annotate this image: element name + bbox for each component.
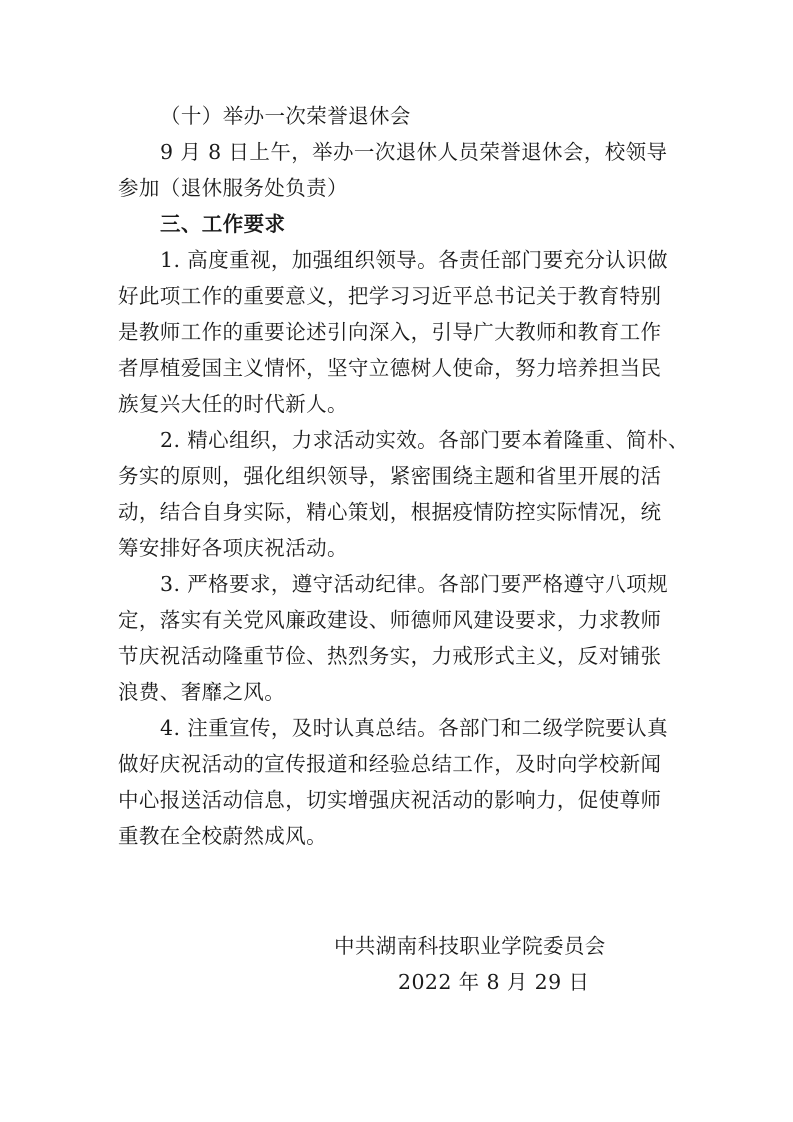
item-4-line-4: 重教在全校蔚然成风。: [118, 824, 327, 848]
item-4-line-3: 中心报送活动信息，切实增强庆祝活动的影响力，促使尊师: [118, 788, 662, 812]
document-body: [118, 98, 689, 854]
item-1-line-4: 者厚植爱国主义情怀，坚守立德树人使命，努力培养担当民: [118, 356, 662, 380]
item-3-line-4: 浪费、奢靡之风。: [118, 680, 286, 704]
item-2-line-3: 动，结合自身实际，精心策划，根据疫情防控实际情况，统: [118, 500, 662, 524]
item-2-line-1: 2. 精心组织，力求活动实效。各部门要本着隆重、简朴、: [160, 428, 689, 452]
section-ten-body-line-1: 9 月 8 日上午，举办一次退休人员荣誉退休会，校领导: [160, 140, 668, 164]
item-3-line-1: 3. 严格要求，遵守活动纪律。各部门要严格遵守八项规: [160, 572, 668, 596]
section-ten-title: （十）举办一次荣誉退休会: [160, 104, 411, 128]
item-4-line-1: 4. 注重宣传，及时认真总结。各部门和二级学院要认真: [160, 716, 668, 740]
section-three-title: 三、工作要求: [160, 212, 286, 236]
item-3-line-3: 节庆祝活动隆重节俭、热烈务实，力戒形式主义，反对铺张: [118, 644, 662, 668]
item-1-line-5: 族复兴大任的时代新人。: [118, 392, 348, 416]
item-1-line-1: 1. 高度重视，加强组织领导。各责任部门要充分认识做: [160, 248, 668, 272]
item-2-line-2: 务实的原则，强化组织领导，紧密围绕主题和省里开展的活: [118, 464, 662, 488]
section-ten-body-line-2: 参加（退休服务处负责）: [118, 176, 348, 200]
item-1-line-2: 好此项工作的重要意义，把学习习近平总书记关于教育特别: [118, 284, 662, 308]
signature-date: 2022 年 8 月 29 日: [398, 970, 590, 994]
item-3-line-2: 定，落实有关党风廉政建设、师德师风建设要求，力求教师: [118, 608, 662, 632]
item-4-line-2: 做好庆祝活动的宣传报道和经验总结工作，及时向学校新闻: [118, 752, 662, 776]
signature-organization: 中共湖南科技职业学院委员会: [334, 934, 606, 958]
item-2-line-4: 筹安排好各项庆祝活动。: [118, 536, 348, 560]
item-1-line-3: 是教师工作的重要论述引向深入，引导广大教师和教育工作: [118, 320, 662, 344]
